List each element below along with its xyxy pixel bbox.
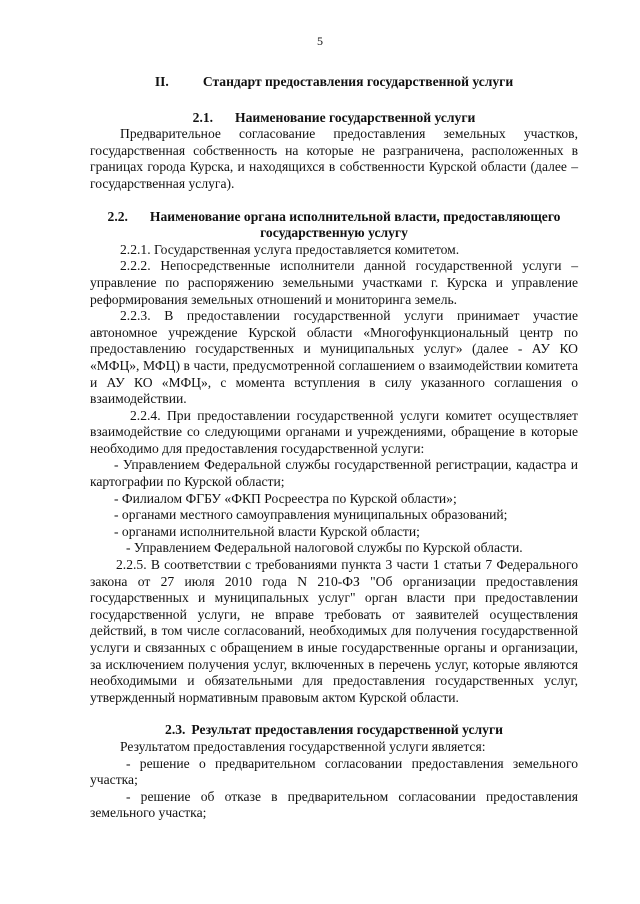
paragraph-2-2-5: 2.2.5. В соответствии с требованиями пункта 3 части 1 статьи 7 Федерального закона от 27 июля 2010 года N 210-ФЗ "Об организации предоставления государственных и муниципальных услуг" орган власти при предоставлении государственной услуги, не вправе требовать от заявителей осуществления действий, в том числе согласований, необходимых для получения государственной услуги и связанных с обращением в иные государственные органы и организации, за исключением получения услуг, включенных в перечень услуг, которые являются необходимыми и обязательными для предоставления государственных услуг, утвержденный нормативным правовым актом Курской области. — [90, 557, 578, 705]
list-item: - Управлением Федеральной службы государственной регистрации, кадастра и картографии по Курской области; — [90, 457, 578, 490]
subsection-2-1-text: Предварительное согласование предоставления земельных участков, государственная собственность на которые не разграничена, расположенных в границах города Курска, и находящихся в собственности Курской области (далее – государственная услуга). — [90, 126, 578, 191]
section-number: II. — [154, 74, 169, 89]
subsection-2-1-heading — [90, 110, 578, 127]
subsection-2-2-heading — [90, 209, 578, 242]
list-item: - Филиалом ФГБУ «ФКП Росреестра по Курской области»; — [114, 490, 457, 506]
subsection-2-3-intro: Результатом предоставления государственной услуги является: — [120, 738, 486, 754]
page-number: 5 — [317, 34, 323, 48]
list-item: - органами местного самоуправления муниципальных образований; — [114, 507, 508, 523]
subsection-2-1-number: 2.1. — [192, 109, 214, 125]
paragraph-2-2-3: 2.2.3. В предоставлении государственной услуги принимает участие автономное учреждение Курской области «Многофункциональный центр по предоставлению государственных и муниципальных услуг» (далее - АУ КО «МФЦ», МФЦ) в части, предусмотренной соглашением о взаимодействии комитета и АУ КО «МФЦ», с момента вступления в силу указанного соглашения о взаимодействии. — [90, 308, 578, 407]
paragraph-2-2-2: 2.2.2. Непосредственные исполнители данной государственной услуги – управление по распоряжению земельными участками г. Курска и управление реформирования земельных отношений и мониторинга земель. — [90, 258, 578, 307]
subsection-2-2-title-line1: Наименование органа исполнительной власти, предоставляющего — [149, 208, 561, 224]
list-item: - решение о предварительном согласовании предоставления земельного участка; — [90, 755, 578, 788]
subsection-2-3-heading — [90, 722, 578, 739]
subsection-2-3-title: Результат предоставления государственной услуги — [191, 722, 503, 738]
section-title: Стандарт предоставления государственной услуги — [202, 74, 514, 89]
document-content — [90, 74, 578, 822]
list-item: - органами исполнительной власти Курской области; — [114, 523, 420, 539]
subsection-2-2-number: 2.2. — [107, 208, 128, 224]
subsection-2-2-title-line2: государственную услугу — [260, 225, 408, 241]
list-item: - решение об отказе в предварительном согласовании предоставления земельного участка; — [90, 788, 578, 821]
paragraph-2-2-1: 2.2.1. Государственная услуга предоставляется комитетом. — [120, 241, 460, 257]
subsection-2-3-number: 2.3. — [165, 722, 186, 738]
paragraph-2-2-4: 2.2.4. При предоставлении государственной услуги комитет осуществляет взаимодействие со следующими органами и учреждениями, обращение в которые необходимо для предоставления государственной услуги: — [90, 407, 578, 456]
list-item: - Управлением Федеральной налоговой службы по Курской области. — [126, 540, 523, 556]
subsection-2-1-title: Наименование государственной услуги — [235, 109, 476, 125]
section-heading — [90, 74, 578, 91]
